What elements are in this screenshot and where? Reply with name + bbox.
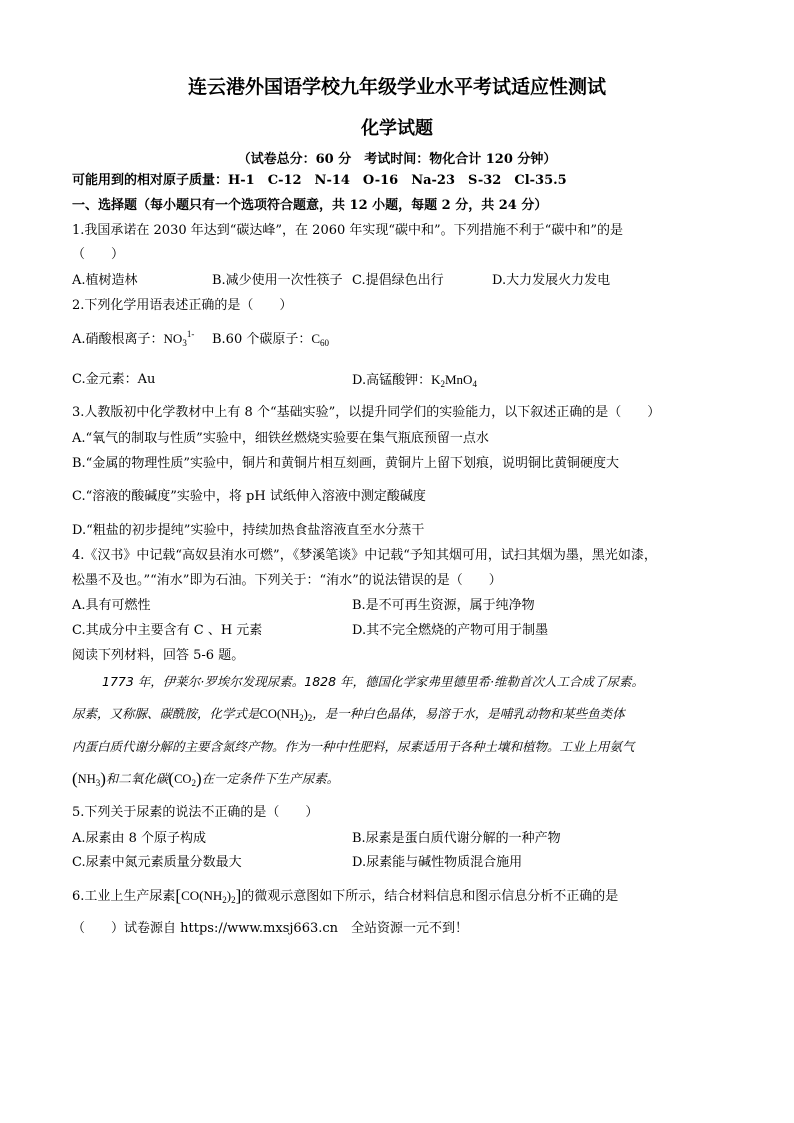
q2-option-a [72, 330, 194, 349]
q3-option-c: C.“溶液的酸碱度”实验中，将 pH 试纸伸入溶液中测定酸碱度 [72, 489, 426, 504]
q2-option-c: C.金元素：Au [72, 372, 156, 387]
q2-d-prefix: D.高锰酸钾： [352, 373, 432, 388]
q5-stem: 5.下列关于尿素的说法不正确的是（ ） [72, 805, 319, 820]
q4-option-b: B.是不可再生资源，属于纯净物 [352, 598, 535, 613]
subject-title: 化学试题 [361, 118, 433, 139]
reading-intro: 阅读下列材料，回答 5-6 题。 [72, 648, 245, 663]
q1-option-a: A.植树造林 [72, 273, 138, 288]
atomic-mass-info: 可能用到的相对原子质量：H-1 C-12 N-14 O-16 Na-23 S-32 Cl-35.5 [72, 173, 567, 188]
q6-line2: （ ）试卷源自 https://www.mxsj663.cn 全站资源一元不到！ [72, 921, 469, 936]
q3-option-b: B.“金属的物理性质”实验中，铜片和黄铜片相互刻画，黄铜片上留下划痕，说明铜比黄铜硬度大 [72, 456, 619, 471]
q3-option-a: A.“氧气的制取与性质”实验中，细铁丝燃烧实验要在集气瓶底预留一点水 [72, 431, 489, 446]
q2-b-prefix: B.60 个碳原子： [212, 332, 312, 347]
q4-option-a: A.具有可燃性 [72, 598, 151, 613]
q1-option-b: B.减少使用一次性筷子 [212, 273, 343, 288]
q5-option-d: D.尿素能与碱性物质混合施用 [352, 855, 523, 870]
q2-a-prefix: A.硝酸根离子： [72, 332, 164, 347]
passage-line-2: 尿素，又称脲、碳酰胺，化学式是$CO(NH_2)_2$，是一种白色晶体，易溶于水，是哺乳动物和某些鱼类体 [72, 706, 625, 723]
school-title: 连云港外国语学校九年级学业水平考试适应性测试 [187, 76, 606, 98]
q2-d-formula: $K_2MnO_4$ [431, 372, 477, 389]
q4-stem-line1: 4.《汉书》中记载“高奴县洧水可燃”，《梦溪笔谈》中记载“予知其烟可用，试扫其烟为墨，黑光如漆， [72, 548, 657, 563]
section-heading: 一、选择题（每小题只有一个选项符合题意，共 12 小题，每题 2 分，共 24 分） [72, 198, 548, 213]
q4-stem-line2: 松墨不及也。”“洧水”即为石油。下列关于：“洧水”的说法错误的是（ ） [72, 573, 502, 588]
q2-b-formula: $C_{60}$ [311, 331, 330, 348]
q3-stem: 3.人教版初中化学教材中上有 8 个“基础实验”，以提升同学们的实验能力，以下叙述正确的是（ ） [72, 405, 661, 420]
q1-option-d: D.大力发展火力发电 [492, 273, 611, 288]
q5-option-c: C.尿素中氮元素质量分数最大 [72, 855, 242, 870]
passage-line-3: 内蛋白质代谢分解的主要含氮终产物。作为一种中性肥料，尿素适用于各种土壤和植物。工业上用氨气 [72, 739, 635, 754]
q1-option-c: C.提倡绿色出行 [352, 273, 444, 288]
urea-formula: $CO(NH_2)_2$ [259, 707, 313, 723]
q5-option-a: A.尿素由 8 个原子构成 [72, 831, 207, 846]
passage-line-4: $(NH_3)$和二氧化碳$(CO_2)$在一定条件下生产尿素。 [72, 769, 340, 788]
q2-option-b [212, 330, 329, 349]
q5-option-b: B.尿素是蛋白质代谢分解的一种产物 [352, 831, 561, 846]
q6-stem: 6.工业上生产尿素$[CO(NH_2)_2]$的微观示意图如下所示，结合材料信息和图示信息分析不正确的是 [72, 886, 619, 905]
q2-stem: 2.下列化学用语表述正确的是（ ） [72, 298, 293, 313]
co2-formula: $(CO_2)$ [168, 769, 202, 788]
q3-option-d: D.“粗盐的初步提纯”实验中，持续加热食盐溶液直至水分蒸干 [72, 523, 425, 538]
q1-stem: 1.我国承诺在 2030 年达到“碳达峰”，在 2060 年实现“碳中和”。下列措施不利于“碳中和”的是 [72, 223, 623, 238]
q6-urea-formula: $[CO(NH_2)_2]$ [175, 886, 242, 905]
q4-option-c: C.其成分中主要含有 C 、H 元素 [72, 623, 263, 638]
exam-info: （试卷总分：60 分 考试时间：物化合计 120 分钟） [237, 152, 557, 167]
q4-option-d: D.其不完全燃烧的产物可用于制墨 [352, 623, 549, 638]
q2-a-formula: $NO_3^{1-}$ [163, 329, 195, 348]
passage-line-1: 1773 年，伊莱尔·罗埃尔发现尿素。1828 年，德国化学家弗里德里希·维勒首次人工合成了尿素。 [102, 674, 645, 689]
ammonia-formula: $(NH_3)$ [72, 769, 106, 788]
q2-option-d [352, 371, 477, 390]
q1-blank: （ ） [72, 247, 125, 262]
